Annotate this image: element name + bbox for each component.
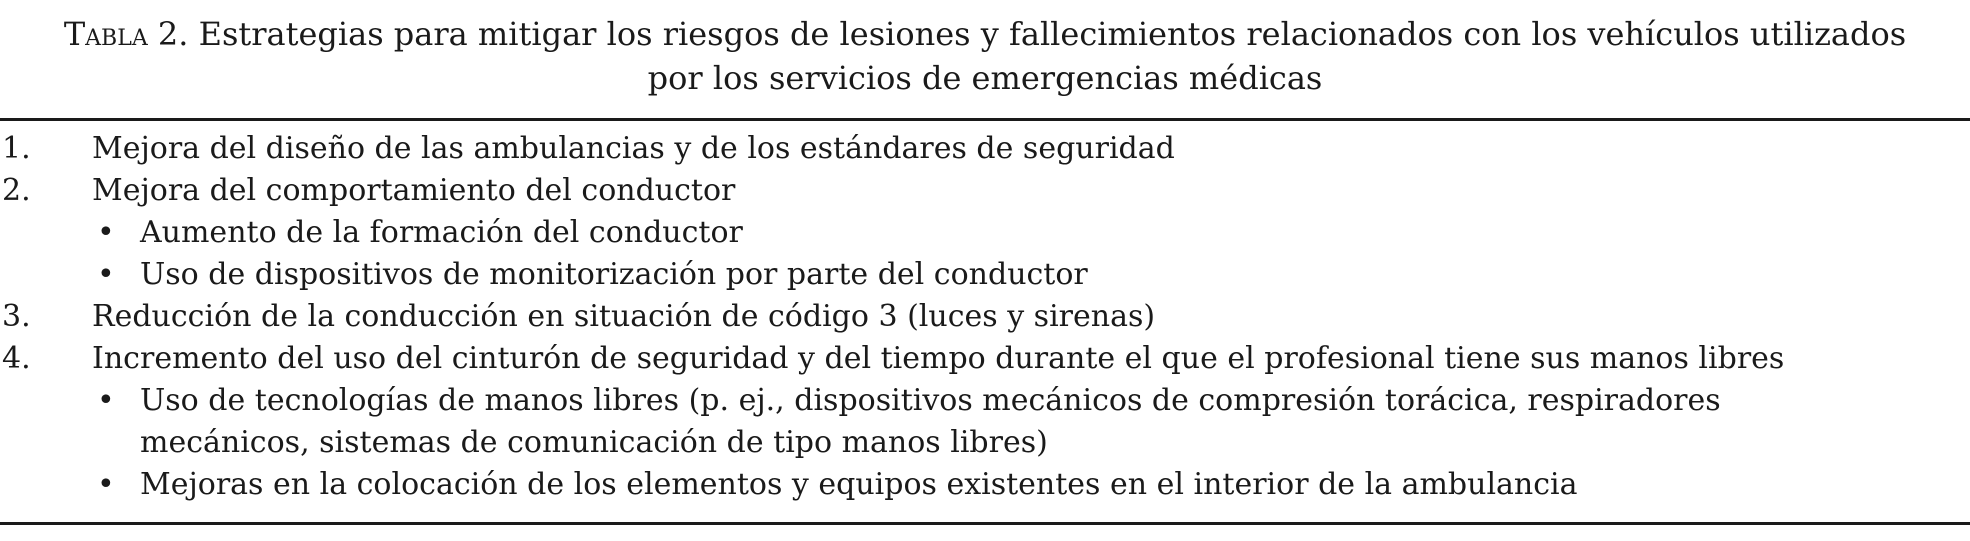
list-item [0,296,1970,338]
item-number: 3. [2,299,31,334]
bottom-rule [0,522,1970,525]
table-title: Estrategias para mitigar los riesgos de lesiones y fallecimientos relacionados con los vehículos utilizados [198,15,1907,53]
table-caption [0,12,1970,100]
list-item [0,338,1970,380]
caption-line-1 [0,12,1970,56]
bullet-icon: • [97,383,115,418]
item-number: 4. [2,341,31,376]
list-item [0,170,1970,212]
bullet-icon: • [97,215,115,250]
sub-item-text: Aumento de la formación del conductor [140,215,743,250]
sub-item-text: Mejoras en la colocación de los elementos y equipos existentes en el interior de la ambulancia [140,467,1578,502]
item-text: Incremento del uso del cinturón de seguridad y del tiempo durante el que el profesional tiene sus manos libres [92,341,1785,376]
top-rule [0,118,1970,121]
item-text: Mejora del diseño de las ambulancias y de los estándares de seguridad [92,131,1175,166]
item-text: Mejora del comportamiento del conductor [92,173,736,208]
sub-list-item [0,464,1970,506]
list-item [0,128,1970,170]
sub-item-text: Uso de tecnologías de manos libres (p. ej., dispositivos mecánicos de compresión torácica, respiradores mecánicos, sistemas de comunicación de tipo manos libres) [140,383,1721,460]
sub-list-item [0,380,1970,464]
item-number: 2. [2,173,31,208]
strategy-list [0,128,1970,506]
item-number: 1. [2,131,31,166]
item-text: Reducción de la conducción en situación de código 3 (luces y sirenas) [92,299,1156,334]
sub-list-item [0,254,1970,296]
bullet-icon: • [97,257,115,292]
table-label: Tabla 2. [63,15,189,53]
sub-list-item [0,212,1970,254]
bullet-icon: • [97,467,115,502]
table-title-line-2: por los servicios de emergencias médicas [647,59,1323,97]
sub-item-text: Uso de dispositivos de monitorización por parte del conductor [140,257,1088,292]
